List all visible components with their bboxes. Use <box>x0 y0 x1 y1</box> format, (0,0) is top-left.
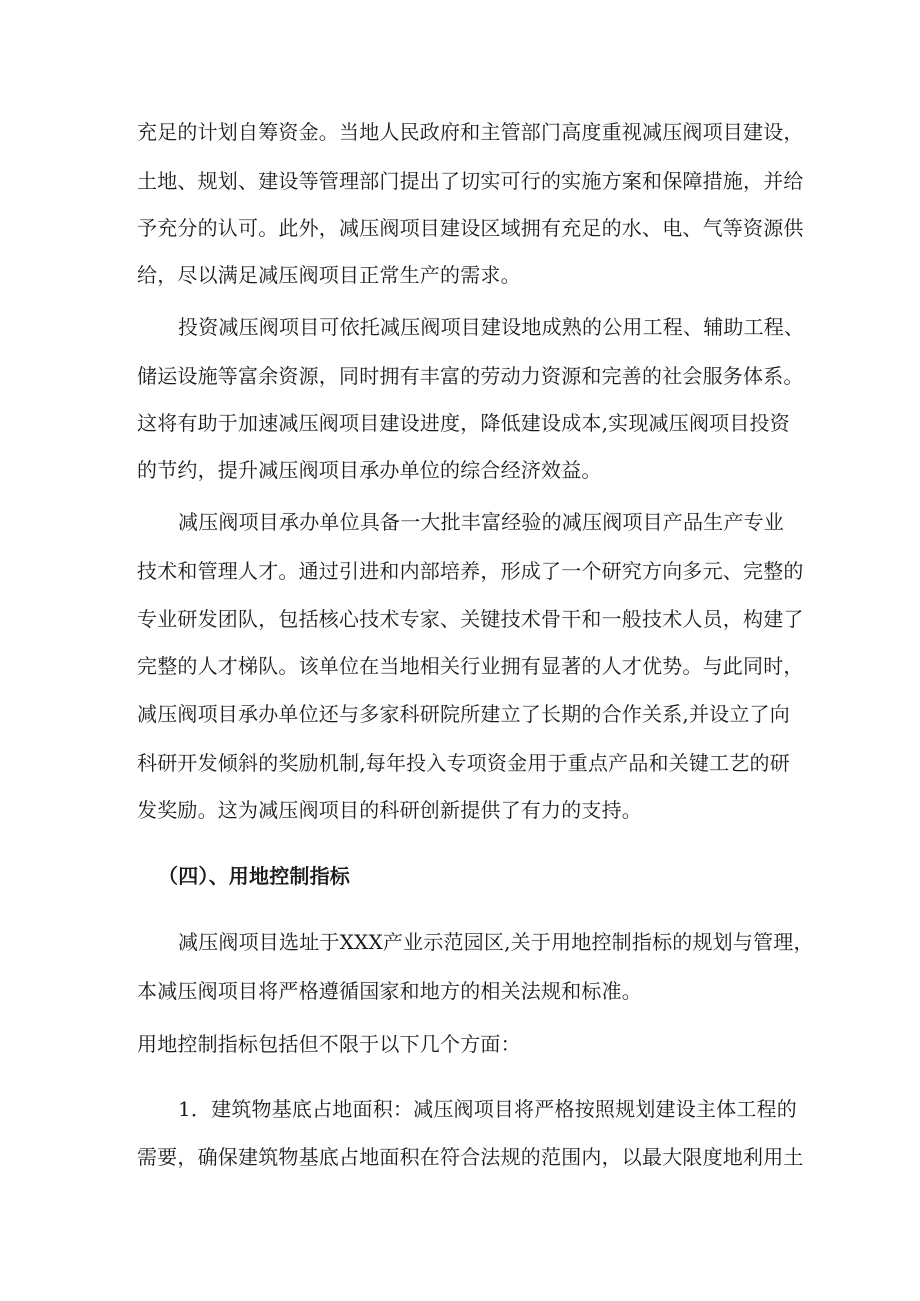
paragraph-2-line-4: 的节约，提升减压阀项目承办单位的综合经济效益。 <box>137 458 602 482</box>
section-heading: （四）、用地控制指标 <box>158 864 350 888</box>
paragraph-1-line-4: 给，尽以满足减压阀项目正常生产的需求。 <box>137 263 521 287</box>
paragraph-3-line-7: 发奖励。这为减压阀项目的科研创新提供了有力的支持。 <box>137 798 642 822</box>
paragraph-2-line-1: 投资减压阀项目可依托减压阀项目建设地成熟的公用工程、辅助工程、 <box>178 315 805 339</box>
paragraph-3-line-3: 专业研发团队，包括核心技术专家、关键技术骨干和一般技术人员，构建了 <box>137 607 804 631</box>
paragraph-1-line-2: 土地、规划、建设等管理部门提出了切实可行的实施方案和保障措施，并给 <box>137 169 804 193</box>
paragraph-1-line-3: 予充分的认可。此外，减压阀项目建设区域拥有充足的水、电、气等资源供 <box>137 216 804 240</box>
paragraph-5-line-1: 用地控制指标包括但不限于以下几个方面： <box>137 1032 521 1056</box>
paragraph-6-line-2: 需要，确保建筑物基底占地面积在符合法规的范围内，以最大限度地利用土 <box>137 1145 804 1169</box>
paragraph-2-line-2: 储运设施等富余资源，同时拥有丰富的劳动力资源和完善的社会服务体系。 <box>137 364 804 388</box>
paragraph-3-line-6: 科研开发倾斜的奖励机制,每年投入专项资金用于重点产品和关键工艺的研 <box>137 751 790 775</box>
paragraph-4-line-1: 减压阀项目选址于XXX产业示范园区,关于用地控制指标的规划与管理， <box>178 930 814 954</box>
paragraph-3-line-4: 完整的人才梯队。该单位在当地相关行业拥有显著的人才优势。与此同时， <box>137 654 804 678</box>
paragraph-3-line-5: 减压阀项目承办单位还与多家科研院所建立了长期的合作关系,并设立了向 <box>137 702 790 726</box>
paragraph-2-line-3: 这将有助于加速减压阀项目建设进度，降低建设成本,实现减压阀项目投资 <box>137 411 790 435</box>
paragraph-4-line-2: 本减压阀项目将严格遵循国家和地方的相关法规和标准。 <box>137 979 642 1003</box>
paragraph-6-line-1: 1．建筑物基底占地面积：减压阀项目将严格按照规划建设主体工程的 <box>178 1097 797 1121</box>
paragraph-3-line-1: 减压阀项目承办单位具备一大批丰富经验的减压阀项目产品生产专业 <box>178 510 784 534</box>
paragraph-1-line-1: 充足的计划自筹资金。当地人民政府和主管部门高度重视减压阀项目建设， <box>137 120 804 144</box>
paragraph-3-line-2: 技术和管理人才。通过引进和内部培养，形成了一个研究方向多元、完整的 <box>137 559 804 583</box>
